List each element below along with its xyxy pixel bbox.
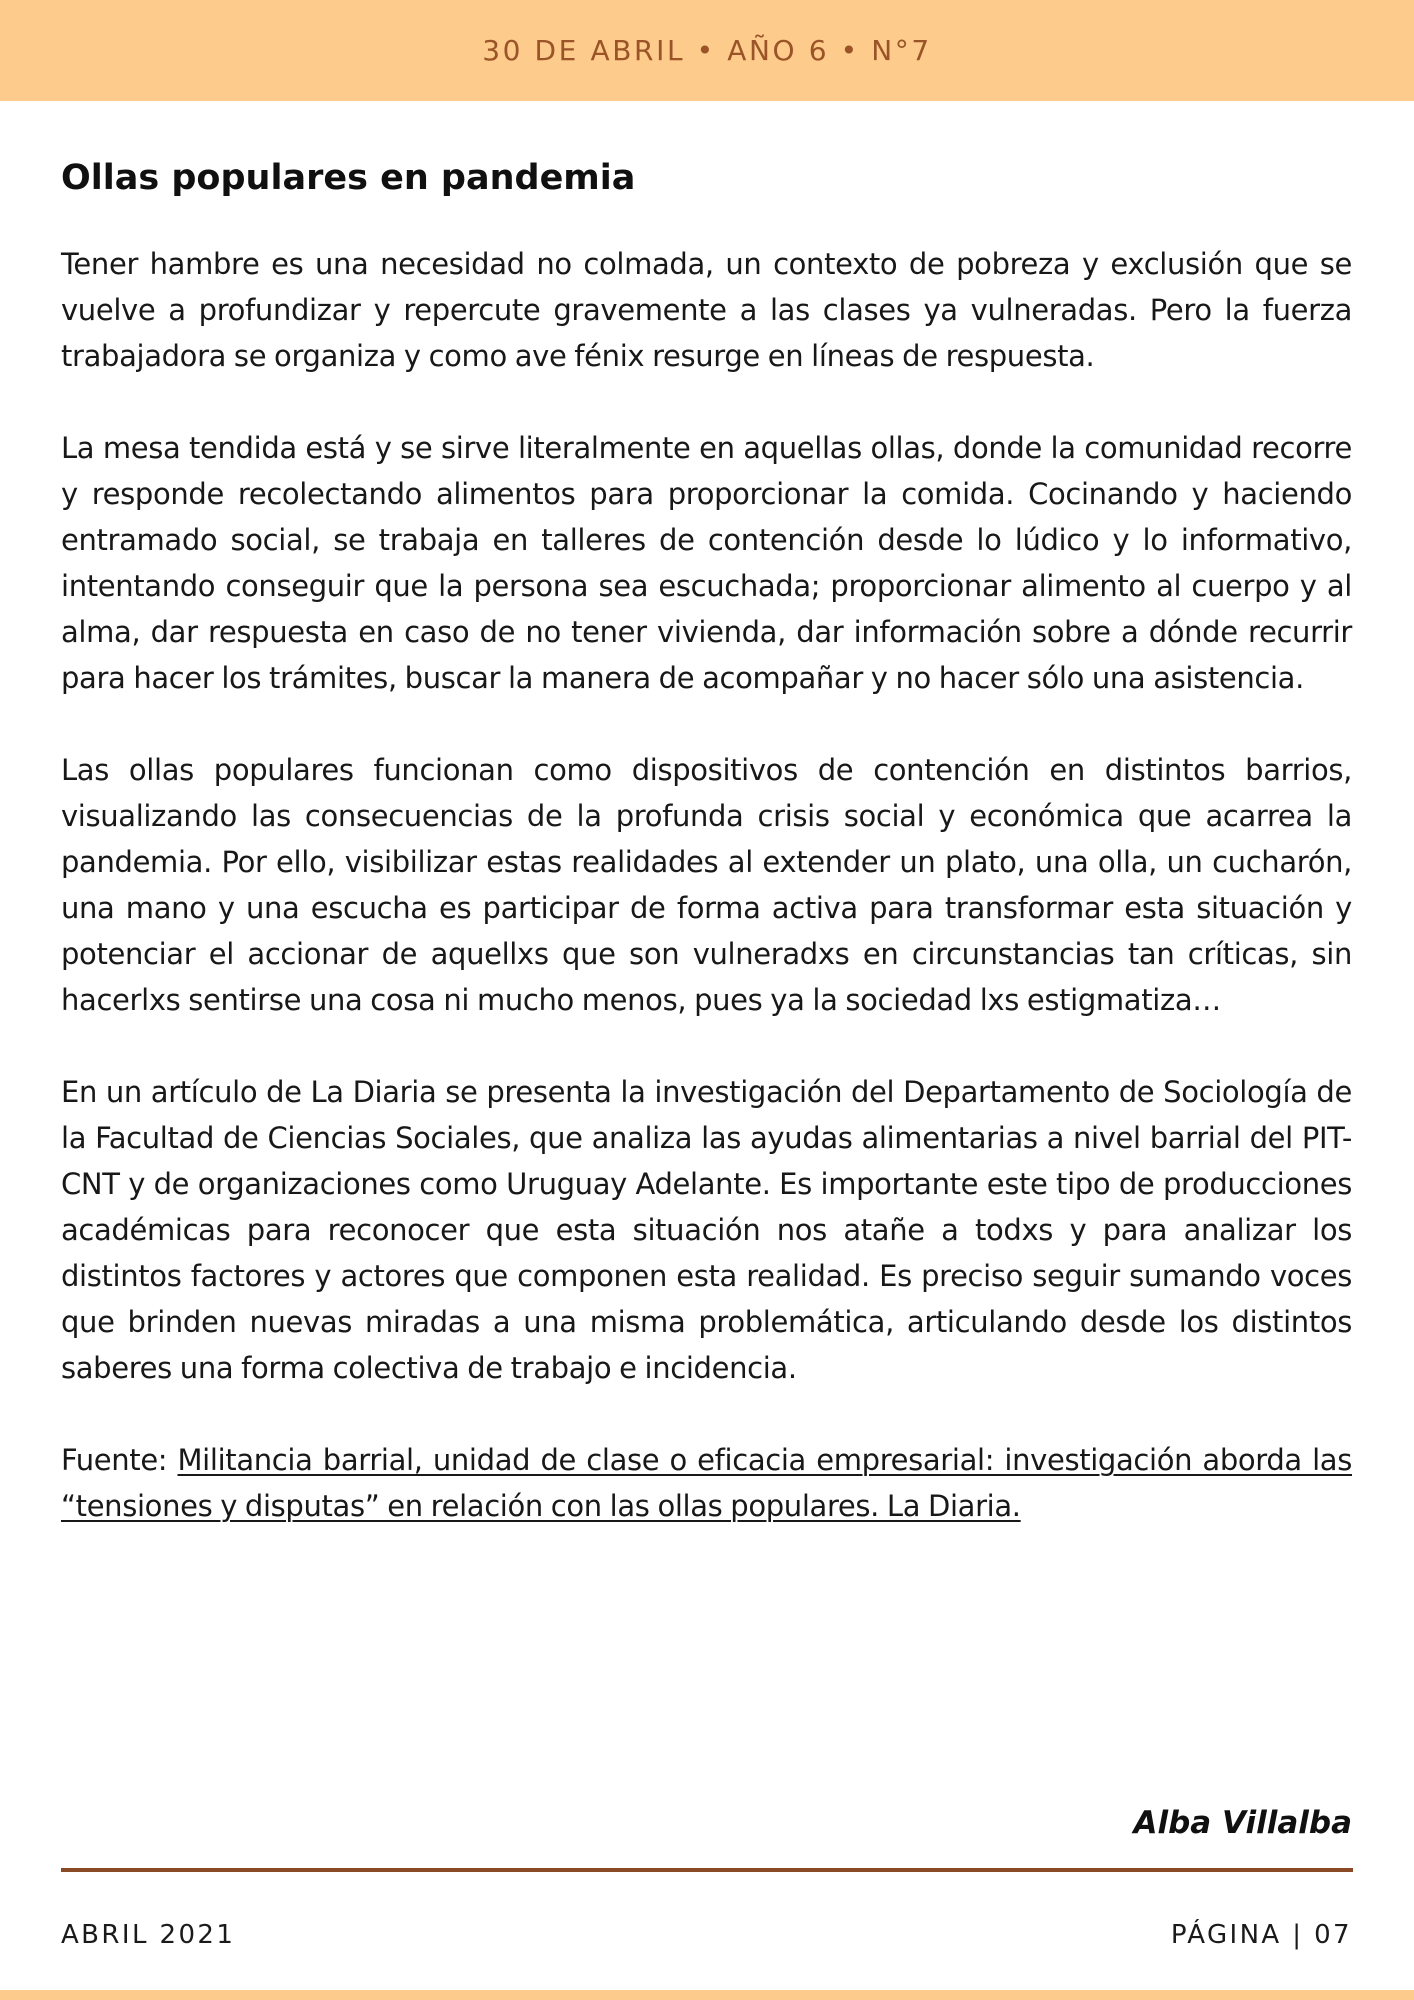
source-link[interactable]: Militancia barrial, unidad de clase o eficacia empresarial: investigación aborda las “tensiones y disputas” en relación con las ollas populares. La Diaria. [61, 1443, 1352, 1523]
article-paragraph: En un artículo de La Diaria se presenta la investigación del Departamento de Sociología de la Facultad de Ciencias Sociales, que analiza las ayudas alimentarias a nivel barrial del PIT-CNT y de organizaciones como Uruguay Adelante. Es importante este tipo de producciones académicas para reconocer que esta situación nos atañe a todxs y para analizar los distintos factores y actores que componen esta realidad. Es preciso seguir sumando voces que brinden nuevas miradas a una misma problemática, articulando desde los distintos saberes una forma colectiva de trabajo e incidencia. [61, 1075, 1352, 1385]
article-title: Ollas populares en pandemia [61, 158, 636, 198]
source-citation [61, 1437, 1352, 1529]
author-name: Alba Villalba [1133, 1805, 1352, 1841]
footer-divider [61, 1868, 1353, 1872]
article-paragraph: La mesa tendida está y se sirve literalmente en aquellas ollas, donde la comunidad recorre y responde recolectando alimentos para proporcionar la comida. Cocinando y haciendo entramado social, se trabaja en talleres de contención desde lo lúdico y lo informativo, intentando conseguir que la persona sea escuchada; proporcionar alimento al cuerpo y al alma, dar respuesta en caso de no tener vivienda, dar información sobre a dónde recurrir para hacer los trámites, buscar la manera de acompañar y no hacer sólo una asistencia. [61, 431, 1352, 695]
footer-date: ABRIL 2021 [61, 1920, 236, 1950]
footer-page-number: PÁGINA | 07 [1170, 1920, 1352, 1950]
issue-line: 30 DE ABRIL • AÑO 6 • N°7 [482, 34, 932, 67]
bottom-band [0, 1990, 1414, 2000]
header-band [0, 0, 1414, 101]
article [61, 156, 1352, 1529]
article-paragraph: Tener hambre es una necesidad no colmada, un contexto de pobreza y exclusión que se vuelve a profundizar y repercute gravemente a las clases ya vulneradas. Pero la fuerza trabajadora se organiza y como ave fénix resurge en líneas de respuesta. [61, 247, 1352, 373]
article-paragraph: Las ollas populares funcionan como dispositivos de contención en distintos barrios, visualizando las consecuencias de la profunda crisis social y económica que acarrea la pandemia. Por ello, visibilizar estas realidades al extender un plato, una olla, un cucharón, una mano y una escucha es participar de forma activa para transformar esta situación y potenciar el accionar de aquellxs que son vulneradxs en circunstancias tan críticas, sin hacerlxs sentirse una cosa ni mucho menos, pues ya la sociedad lxs estigmatiza… [61, 753, 1352, 1017]
source-label: Fuente: [61, 1443, 168, 1477]
